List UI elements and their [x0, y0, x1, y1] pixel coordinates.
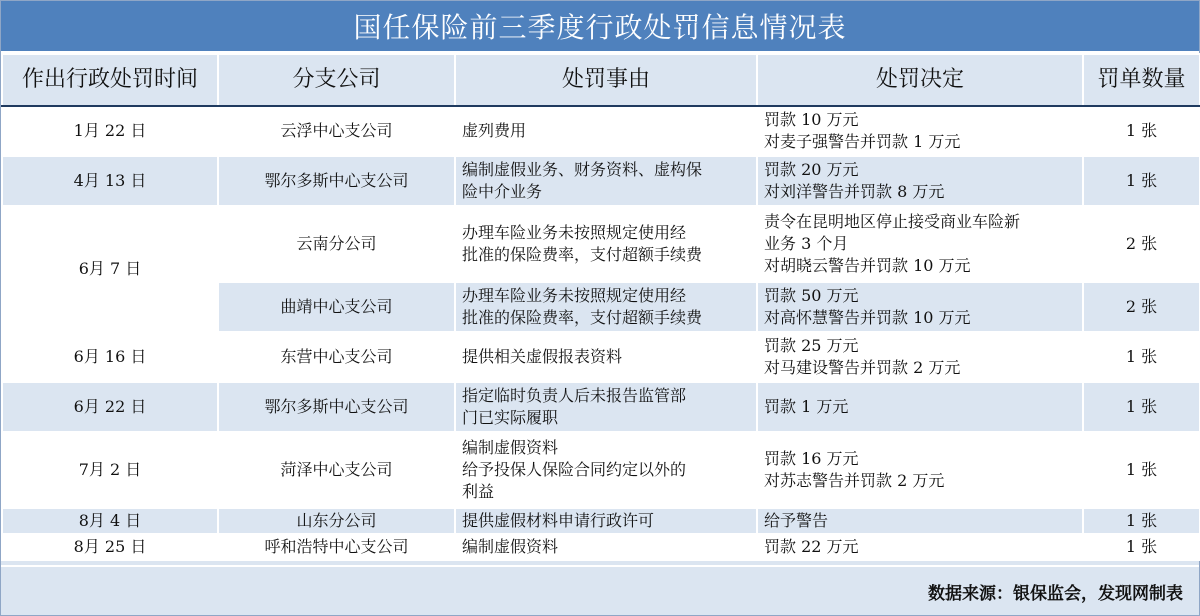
- decision-line: 给予警告: [764, 511, 829, 530]
- decision-line: 罚款 1 万元: [764, 397, 849, 416]
- cell-date: 8月 4 日: [2, 508, 218, 534]
- header-count: 罚单数量: [1083, 54, 1200, 106]
- table-row: [2, 534, 1200, 560]
- reason-line: 批准的保险费率，支付超额手续费: [462, 308, 703, 327]
- cell-count: 1 张: [1083, 382, 1200, 432]
- cell-date: 7月 2 日: [2, 432, 218, 508]
- reason-line: 批准的保险费率，支付超额手续费: [462, 245, 703, 264]
- reason-line: 办理车险业务未按照规定使用经: [462, 286, 687, 305]
- reason-line: 虚列费用: [462, 121, 527, 140]
- reason-line: 编制虚假业务、财务资料、虚构保: [462, 160, 703, 179]
- reason-line: 提供虚假材料申请行政许可: [462, 511, 655, 530]
- cell-branch: 东营中心支公司: [218, 332, 455, 382]
- cell-reason: [455, 206, 757, 282]
- decision-line: 对马建设警告并罚款 2 万元: [764, 358, 961, 377]
- decision-line: 罚款 25 万元: [764, 336, 859, 355]
- decision-line: 罚款 16 万元: [764, 449, 859, 468]
- decision-line: 对胡晓云警告并罚款 10 万元: [764, 256, 971, 275]
- cell-count: 2 张: [1083, 206, 1200, 282]
- reason-line: 给予投保人保险合同约定以外的: [462, 460, 687, 479]
- cell-decision: [757, 156, 1083, 206]
- cell-date: 6月 7 日: [2, 206, 218, 332]
- cell-reason: [455, 332, 757, 382]
- reason-line: 编制虚假资料: [462, 537, 559, 556]
- decision-line: 对高怀慧警告并罚款 10 万元: [764, 308, 971, 327]
- cell-decision: [757, 534, 1083, 560]
- cell-date: 1月 22 日: [2, 106, 218, 156]
- cell-count: 1 张: [1083, 156, 1200, 206]
- decision-line: 对刘洋警告并罚款 8 万元: [764, 182, 945, 201]
- cell-reason: [455, 106, 757, 156]
- cell-count: 1 张: [1083, 106, 1200, 156]
- cell-count: 1 张: [1083, 508, 1200, 534]
- reason-line: 指定临时负责人后未报告监管部: [462, 386, 687, 405]
- table-row: [2, 206, 1200, 282]
- cell-decision: [757, 332, 1083, 382]
- cell-branch: 菏泽中心支公司: [218, 432, 455, 508]
- decision-line: 对苏志警告并罚款 2 万元: [764, 471, 945, 490]
- cell-branch: 云南分公司: [218, 206, 455, 282]
- decision-line: 罚款 20 万元: [764, 160, 859, 179]
- cell-reason: [455, 156, 757, 206]
- decision-line: 罚款 22 万元: [764, 537, 859, 556]
- cell-decision: [757, 432, 1083, 508]
- table-title: 国任保险前三季度行政处罚信息情况表: [1, 1, 1199, 53]
- cell-branch: 曲靖中心支公司: [218, 282, 455, 332]
- cell-decision: [757, 206, 1083, 282]
- penalty-table: [1, 53, 1200, 561]
- reason-line: 编制虚假资料: [462, 438, 559, 457]
- cell-branch: 山东分公司: [218, 508, 455, 534]
- cell-decision: [757, 106, 1083, 156]
- cell-reason: [455, 282, 757, 332]
- source-note: 数据来源：银保监会，发现网制表: [1, 565, 1199, 615]
- cell-decision: [757, 382, 1083, 432]
- cell-count: 1 张: [1083, 332, 1200, 382]
- cell-date: 6月 16 日: [2, 332, 218, 382]
- reason-line: 险中介业务: [462, 182, 543, 201]
- cell-date: 8月 25 日: [2, 534, 218, 560]
- decision-line: 业务 3 个月: [764, 234, 849, 253]
- reason-line: 办理车险业务未按照规定使用经: [462, 223, 687, 242]
- cell-branch: 鄂尔多斯中心支公司: [218, 156, 455, 206]
- decision-line: 罚款 10 万元: [764, 110, 859, 129]
- cell-reason: [455, 382, 757, 432]
- decision-line: 罚款 50 万元: [764, 286, 859, 305]
- header-date: 作出行政处罚时间: [2, 54, 218, 106]
- header-decision: 处罚决定: [757, 54, 1083, 106]
- header-branch: 分支公司: [218, 54, 455, 106]
- reason-line: 提供相关虚假报表资料: [462, 347, 623, 366]
- table-row: [2, 332, 1200, 382]
- reason-line: 门已实际履职: [462, 408, 559, 427]
- header-reason: 处罚事由: [455, 54, 757, 106]
- table-row: [2, 156, 1200, 206]
- cell-count: 1 张: [1083, 432, 1200, 508]
- cell-count: 2 张: [1083, 282, 1200, 332]
- cell-reason: [455, 432, 757, 508]
- cell-reason: [455, 534, 757, 560]
- table-row: [2, 106, 1200, 156]
- table-row: [2, 382, 1200, 432]
- cell-date: 4月 13 日: [2, 156, 218, 206]
- decision-line: 对麦子强警告并罚款 1 万元: [764, 132, 961, 151]
- cell-reason: [455, 508, 757, 534]
- cell-branch: 云浮中心支公司: [218, 106, 455, 156]
- table-row: [2, 432, 1200, 508]
- cell-decision: [757, 282, 1083, 332]
- cell-branch: 呼和浩特中心支公司: [218, 534, 455, 560]
- cell-decision: [757, 508, 1083, 534]
- decision-line: 责令在昆明地区停止接受商业车险新: [764, 212, 1021, 231]
- table-row: [2, 508, 1200, 534]
- reason-line: 利益: [462, 482, 495, 501]
- header-row: [2, 54, 1200, 106]
- cell-branch: 鄂尔多斯中心支公司: [218, 382, 455, 432]
- cell-count: 1 张: [1083, 534, 1200, 560]
- cell-date: 6月 22 日: [2, 382, 218, 432]
